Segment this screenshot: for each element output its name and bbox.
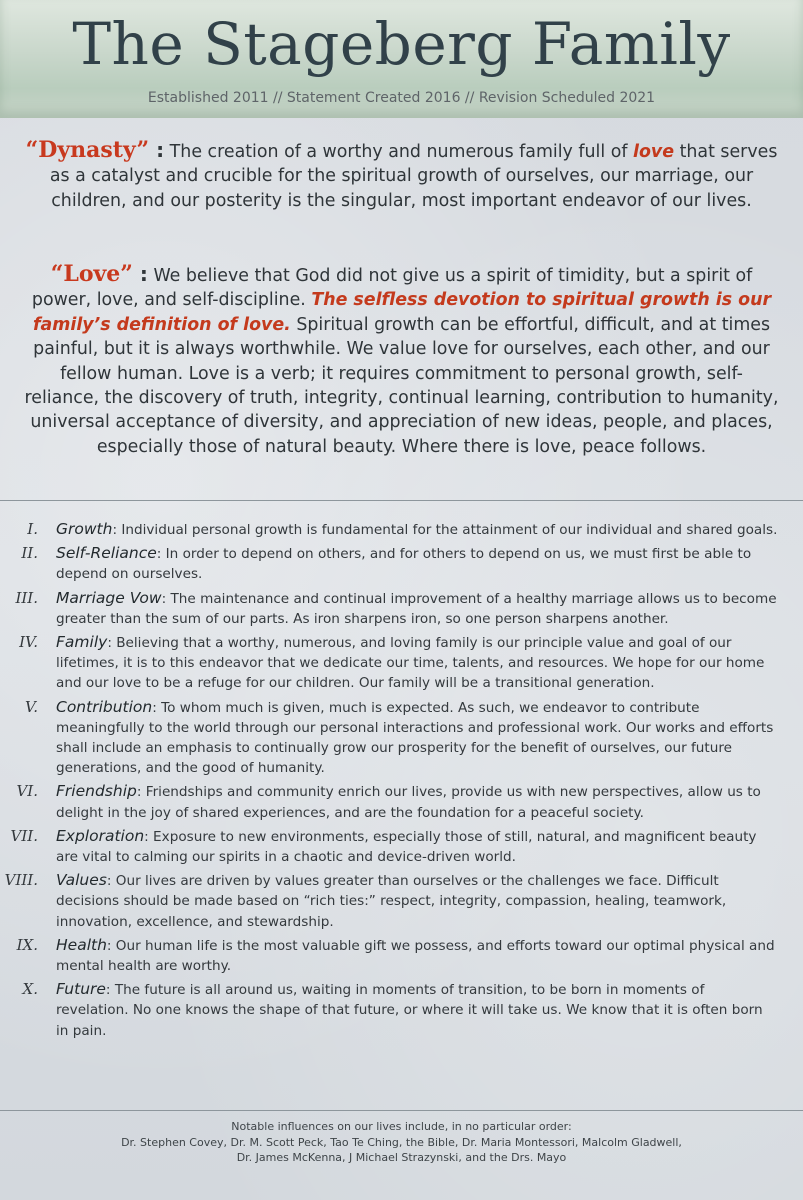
dynasty-text-before: The creation of a worthy and numerous family full of: [164, 142, 633, 162]
influences-intro: Notable influences on our lives include, in no particular order:: [231, 1120, 572, 1133]
value-name: Growth: [56, 520, 113, 538]
value-name: Self-Reliance: [56, 544, 157, 563]
value-name: Exploration: [56, 826, 145, 845]
value-text: : The future is all around us, waiting in moments of transition, to be born in moments of revelation. No one knows the shape of that future, or where it will take us. We know that it is often born in pain.: [56, 982, 763, 1039]
section-divider: [0, 500, 803, 501]
dynasty-definition: [24, 138, 779, 213]
influences-line-2: Dr. James McKenna, J Michael Strazynski, and the Drs. Mayo: [236, 1151, 567, 1164]
value-text: : In order to depend on others, and for others to depend on us, we must first be able to depend on ourselves.: [56, 546, 752, 583]
page-title: The Stageberg Family: [72, 10, 731, 78]
value-text: : Individual personal growth is fundamental for the attainment of our individual and shared goals.: [112, 522, 778, 538]
value-item-health: [0, 935, 803, 976]
page-subtitle: Established 2011 // Statement Created 2016 // Revision Scheduled 2021: [147, 90, 656, 106]
value-text: : Our lives are driven by values greater than ourselves or the challenges we face. Difficult decisions should be made based on “rich ties:” respect, integrity, compassion, healing, teamwork, innovation, excellence, and stewardship.: [56, 873, 727, 930]
value-item-exploration: [0, 826, 803, 867]
value-numeral: VII.: [10, 826, 38, 845]
value-item-friendship: [0, 781, 803, 822]
value-numeral: I.: [27, 520, 38, 538]
value-item-future: [0, 979, 803, 1041]
dynasty-highlight: love: [633, 142, 675, 162]
value-name: Family: [56, 633, 108, 652]
value-item-growth: [0, 519, 803, 540]
love-text-before: We believe that God did not give us a spirit of timidity, but a spirit of power, love, and self-discipline.: [31, 266, 753, 311]
influences-line-1: Dr. Stephen Covey, Dr. M. Scott Peck, Tao Te Ching, the Bible, Dr. Maria Montessori, Malcolm Gladwell,: [121, 1135, 682, 1149]
header-banner: [0, 0, 803, 118]
value-numeral: V.: [25, 697, 38, 716]
value-name: Health: [56, 935, 107, 954]
values-list: [0, 519, 803, 1044]
love-highlight: The selfless devotion to spiritual growth is our family’s definition of love.: [32, 290, 772, 335]
value-numeral: VIII.: [4, 871, 38, 890]
love-definition: [24, 262, 779, 459]
value-item-values: [0, 870, 803, 932]
value-name: Friendship: [56, 782, 137, 801]
influences-footer: [0, 1119, 803, 1166]
value-numeral: IX.: [16, 935, 38, 954]
value-name: Future: [56, 980, 106, 999]
love-text-after: Spiritual growth can be effortful, difficult, and at times painful, but it is always worthwhile. We value love for ourselves, each other, and our fellow human. Love is a verb; it requires commitment to personal growth, self-reliance, the discovery of truth, integrity, continual learning, contribution to humanity, universal acceptance of diversity, and appreciation of new ideas, people, and places, especially those of natural beauty. Where there is love, peace follows.: [24, 314, 779, 457]
dynasty-text-after: that serves as a catalyst and crucible for the spiritual growth of ourselves, our marriage, our children, and our posterity is the singular, most important endeavor of our lives.: [49, 142, 778, 211]
value-numeral: III.: [15, 588, 38, 607]
love-term: “Love”: [50, 261, 133, 287]
value-numeral: X.: [22, 980, 38, 999]
value-numeral: IV.: [19, 633, 38, 652]
value-name: Values: [56, 871, 107, 890]
dynasty-colon: :: [149, 138, 165, 162]
value-text: : Exposure to new environments, especially those of still, natural, and magnificent beauty are vital to calming our spirits in a chaotic and device-driven world.: [56, 828, 757, 866]
value-item-family: [0, 632, 803, 694]
value-name: Contribution: [56, 697, 153, 716]
value-item-marriage-vow: [0, 588, 803, 629]
value-numeral: VI.: [16, 782, 38, 801]
value-item-self-reliance: [0, 543, 803, 584]
value-text: : Believing that a worthy, numerous, and loving family is our principle value and goal of our lifetimes, it is to this endeavor that we dedicate our time, talents, and resources. We hope for our home and our love to be a refuge for our children. Our family will be a transitional generation.: [56, 635, 765, 692]
value-text: : To whom much is given, much is expected. As such, we endeavor to contribute meaningfully to the world through our personal interactions and professional work. Our works and efforts shall include an emphasis to continually grow our prosperity for the benefit of ourselves, our future generations, and the good of humanity.: [56, 699, 774, 777]
value-item-contribution: [0, 697, 803, 779]
dynasty-term: “Dynasty”: [25, 137, 150, 163]
love-colon: :: [132, 262, 148, 286]
value-text: : Friendships and community enrich our lives, provide us with new perspectives, allow us to delight in the joy of shared experiences, and are the foundation for a peaceful society.: [56, 784, 761, 821]
footer-divider: [0, 1110, 803, 1111]
value-text: : Our human life is the most valuable gift we possess, and efforts toward our optimal physical and mental health are worthy.: [56, 937, 775, 975]
value-name: Marriage Vow: [56, 588, 162, 607]
value-numeral: II.: [21, 544, 38, 563]
value-text: : The maintenance and continual improvement of a healthy marriage allows us to become greater than the sum of our parts. As iron sharpens iron, so one person sharpens another.: [56, 590, 777, 627]
